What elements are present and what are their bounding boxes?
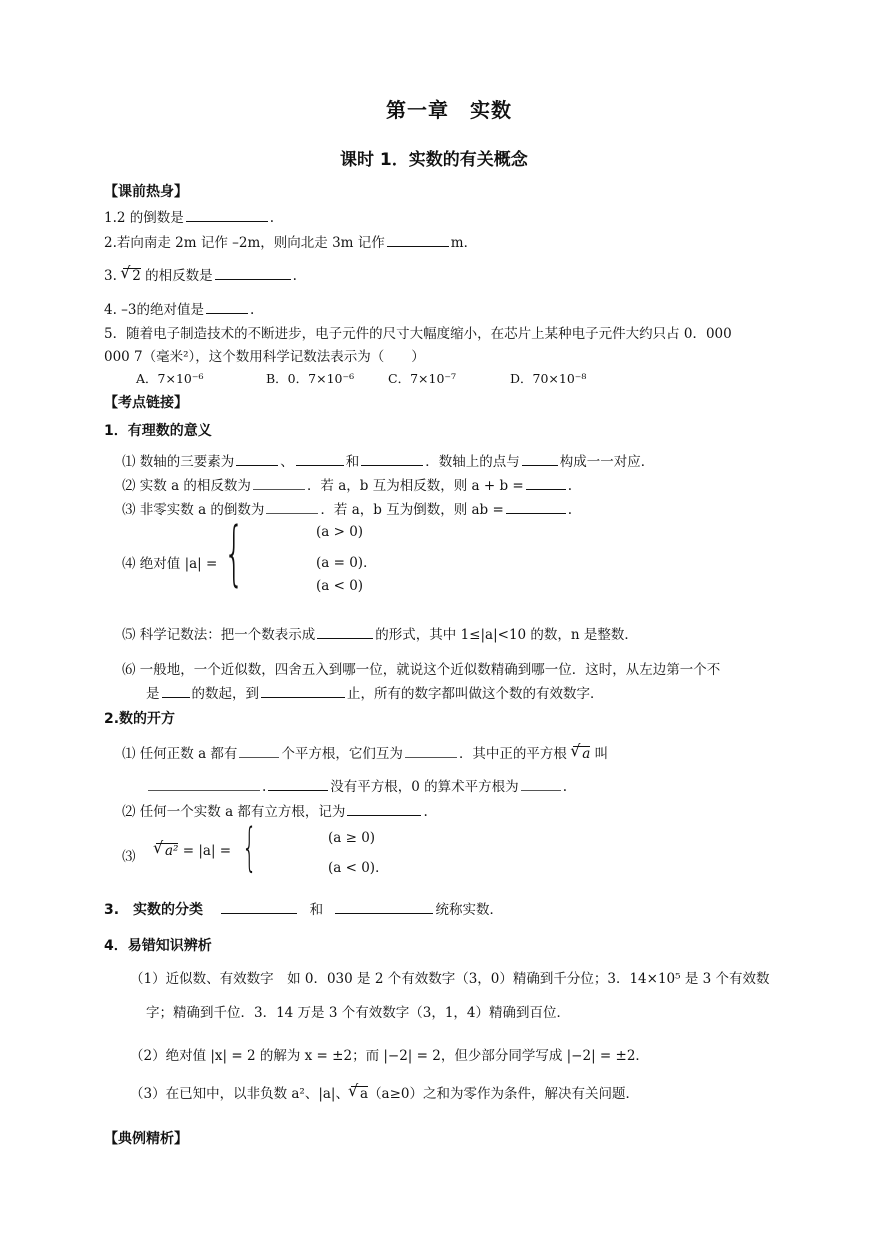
s3-text: 统称实数． (435, 902, 503, 918)
root-point-3-label: ⑶ (122, 849, 136, 865)
r2-text: ⑵ 任何一个实数 a 都有立方根，记为 (122, 804, 346, 820)
case-positive: (a > 0) (316, 524, 364, 540)
answer-blank (261, 685, 345, 698)
question-4: 4. –3的绝对值是 . (104, 302, 255, 318)
error-3 (130, 1082, 639, 1102)
e3-text-a: （3）在已知中，以非负数 a²、|a|、 (130, 1086, 349, 1102)
r1-text-d: 叫 (594, 746, 609, 762)
point-6-line1: ⑹ 一般地，一个近似数，四舍五入到哪一位，就说这个近似数精确到哪一位．这时，从左边第一个不 (122, 662, 721, 678)
q2-text: 2.若向南走 2m 记作 –2m，则向北走 3m 记作 (104, 235, 385, 251)
question-5-line1: 5．随着电子制造技术的不断进步，电子元件的尺寸大幅度缩小，在芯片上某种电子元件大约只占 0．000 (104, 326, 732, 342)
point-1 (122, 450, 654, 470)
answer-blank (186, 209, 268, 222)
r3-equals: = |a| = (182, 843, 232, 859)
left-brace: { (224, 512, 245, 594)
lesson-title: 课时 1．实数的有关概念 (340, 150, 528, 170)
p1-and: 和 (345, 454, 360, 470)
p1-sep: 、 (280, 454, 294, 470)
answer-blank (221, 901, 297, 914)
r1-text-c: ．其中正的平方根 (458, 746, 567, 762)
point-6-line2 (146, 682, 604, 702)
section-2-title: 2.数的开方 (104, 711, 176, 727)
answer-blank (268, 778, 328, 791)
answer-blank (317, 626, 373, 639)
point-3: ⑶ 非零实数 a 的倒数为 ．若 a，b 互为倒数，则 ab = . (122, 502, 573, 518)
e3-text-b: （a≥0）之和为零作为条件，解决有关问题． (368, 1086, 640, 1102)
r3-radicand: a² (165, 843, 179, 859)
p5-text-a: ⑸ 科学记数法：把一个数表示成 (122, 627, 316, 643)
root-point-3-formula (154, 843, 231, 859)
answer-blank (266, 501, 318, 514)
case-zero: (a = 0)． (316, 555, 377, 571)
p3-text-b: ．若 a，b 互为倒数，则 ab = (320, 502, 504, 518)
question-3: 3. √ 2 的相反数是 . (104, 264, 297, 284)
q3-radicand: 2 (132, 268, 141, 284)
p2-text-a: ⑵ 实数 a 的相反数为 (122, 478, 251, 494)
p6-text-c: 的数起，到 (191, 686, 259, 702)
answer-blank (253, 477, 305, 490)
q2-unit: m． (450, 235, 478, 251)
root-point-1 (122, 742, 608, 762)
section-1-title: 1．有理数的意义 (104, 423, 212, 439)
answer-blank (387, 234, 449, 247)
q3-text: 的相反数是 (145, 268, 213, 284)
sqrt-symbol (156, 843, 178, 858)
error-1-line1: （1）近似数、有效数字 如 0．030 是 2 个有效数字（3，0）精确到千分位；3．14×10⁵ 是 3 个有效数 (130, 971, 770, 987)
answer-blank (206, 301, 248, 314)
q4-text: 4. –3的绝对值是 (104, 302, 205, 318)
error-1-line2: 字；精确到千位．3．14 万是 3 个有效数字（3，1，4）精确到百位． (146, 1005, 570, 1021)
p5-text-b: 的形式，其中 1≤|a|<10 的数，n 是整数． (375, 627, 638, 643)
answer-blank (236, 453, 278, 466)
error-2: （2）绝对值 |x| = 2 的解为 x = ±2；而 |−2| = 2，但少部分同学写成 |−2| = ±2． (130, 1048, 649, 1064)
root-point-2: ⑵ 任何一个实数 a 都有立方根，记为 . (122, 804, 428, 820)
p3-text-a: ⑶ 非零实数 a 的倒数为 (122, 502, 265, 518)
answer-blank (361, 453, 423, 466)
case-negative: (a < 0) (316, 578, 364, 594)
point-4-label: ⑷ 绝对值 |a| = (122, 556, 218, 572)
question-5-line2: 000 7（毫米²），这个数用科学记数法表示为（ ） (104, 349, 425, 365)
answer-blank (148, 778, 260, 791)
answer-blank (296, 453, 344, 466)
root-point-1-line2: . 没有平方根，0 的算术平方根为 . (146, 775, 567, 795)
section-4-title: 4．易错知识辨析 (104, 938, 212, 954)
section-3 (104, 898, 503, 919)
sqrt-symbol (573, 746, 590, 761)
case-nonnegative: (a ≥ 0) (328, 830, 376, 846)
answer-blank (162, 685, 190, 698)
p1-text-e: 构成一一对应． (559, 454, 655, 470)
p6-text-b: 是 (146, 686, 160, 702)
option-c: C．7×10⁻⁷ (388, 371, 457, 386)
p1-text-a: ⑴ 数轴的三要素为 (122, 454, 235, 470)
r1-text-e: 没有平方根，0 的算术平方根为 (330, 779, 519, 795)
point-2: ⑵ 实数 a 的相反数为 ．若 a，b 互为相反数，则 a + b = . (122, 478, 572, 494)
chapter-title: 第一章 实数 (386, 98, 512, 122)
left-brace: { (242, 818, 257, 878)
p1-text-d: ．数轴上的点与 (425, 454, 520, 470)
answer-blank (522, 453, 558, 466)
q1-text: 1.2 的倒数是 (104, 210, 184, 226)
sqrt-symbol (351, 1086, 368, 1101)
links-heading: 【考点链接】 (104, 395, 188, 411)
p2-text-b: ．若 a，b 互为相反数，则 a + b = (306, 478, 524, 494)
option-a: A．7×10⁻⁶ (136, 371, 204, 386)
answer-blank (239, 745, 279, 758)
question-1: 1.2 的倒数是 . (104, 210, 275, 226)
warmup-heading: 【课前热身】 (104, 184, 188, 200)
q3-num: 3. (104, 268, 117, 284)
e3-radicand: a (360, 1086, 369, 1102)
p6-text-d: 止，所有的数字都叫做这个数的有效数字． (347, 686, 604, 702)
point-5 (122, 623, 638, 643)
case-negative-root: (a < 0)． (328, 860, 389, 876)
option-b: B．0．7×10⁻⁶ (266, 371, 355, 386)
r1-text-a: ⑴ 任何正数 a 都有 (122, 746, 238, 762)
answer-blank (347, 803, 421, 816)
answer-blank (405, 745, 457, 758)
option-d: D．70×10⁻⁸ (510, 371, 587, 386)
answer-blank (215, 267, 291, 280)
s3-and: 和 (309, 902, 324, 918)
question-2 (104, 231, 477, 251)
answer-blank (335, 901, 433, 914)
answer-blank (521, 778, 561, 791)
answer-blank (506, 501, 566, 514)
sqrt-symbol (123, 268, 141, 283)
r1-text-b: 个平方根，它们互为 (281, 746, 403, 762)
answer-blank (526, 477, 566, 490)
section-3-title: 3. 实数的分类 (104, 902, 204, 918)
examples-heading: 【典例精析】 (104, 1131, 188, 1147)
r1-radicand: a (582, 746, 591, 762)
